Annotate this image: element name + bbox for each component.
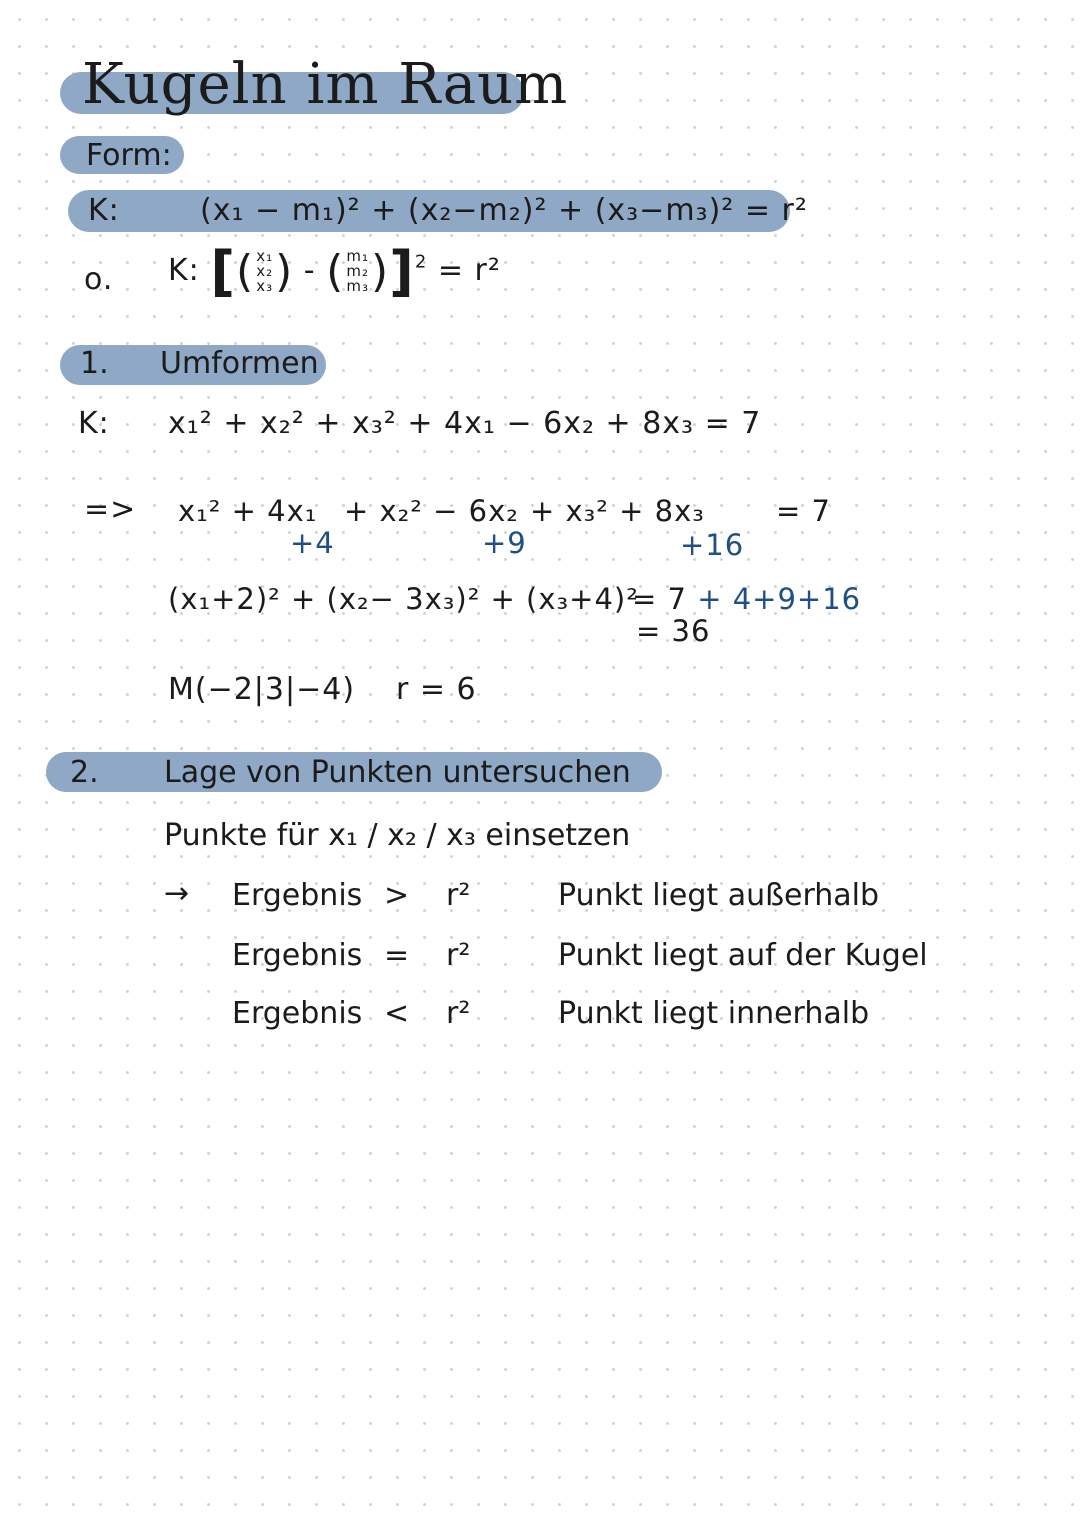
row-3-left: Ergebnis [232, 996, 363, 1031]
vector-m: m₁ m₂ m₃ [346, 247, 369, 295]
step2-rhs-blue: + 4+9+16 [697, 582, 862, 616]
vector-x: x₁ x₂ x₃ [256, 247, 274, 295]
step1-rhs: = 7 [776, 494, 831, 528]
row-3-result: Punkt liegt innerhalb [558, 996, 870, 1031]
vector-form-k: K: [168, 253, 200, 288]
form-equation: (x₁ − m₁)² + (x₂−m₂)² + (x₃−m₃)² = r² [200, 193, 808, 228]
vector-form-label: o. [84, 262, 114, 297]
step1-add3: +16 [680, 528, 745, 562]
row-1-op: > [384, 878, 410, 913]
vector-form [168, 240, 501, 303]
row-1-rhs: r² [446, 878, 471, 913]
section2-instruction: Punkte für x₁ / x₂ / x₃ einsetzen [164, 818, 631, 853]
form-equation-label: K: [88, 193, 120, 228]
bracket-close: ] [389, 240, 415, 303]
row-1-result: Punkt liegt außerhalb [558, 878, 880, 913]
paren-close-m: ) [370, 246, 390, 297]
step2-rhs [632, 582, 861, 616]
row-2-left: Ergebnis [232, 938, 363, 973]
result-arrow: → [164, 876, 190, 911]
step2-result: = 36 [636, 614, 711, 648]
row-2-rhs: r² [446, 938, 471, 973]
step1-part2: + x₂² − 6x₂ [344, 494, 519, 528]
minus-sign: - [303, 253, 316, 288]
k-label: K: [78, 406, 110, 441]
paren-open-m: ( [326, 246, 345, 297]
paren-close-x: ) [275, 246, 294, 297]
step2-rhs-black: = 7 [632, 582, 687, 616]
row-2-result: Punkt liegt auf der Kugel [558, 938, 928, 973]
step1-part3: + x₃² + 8x₃ [530, 494, 705, 528]
section1-number: 1. [80, 346, 109, 381]
row-3-rhs: r² [446, 996, 471, 1031]
row-1-left: Ergebnis [232, 878, 363, 913]
form-heading: Form: [86, 138, 172, 173]
implies-arrow: => [84, 492, 137, 527]
section2-number: 2. [70, 755, 99, 790]
row-3-op: < [384, 996, 410, 1031]
vector-form-rhs: = r² [437, 253, 501, 288]
step1-part1: x₁² + 4x₁ [178, 494, 318, 528]
step1-add2: +9 [482, 526, 527, 560]
step1-add1: +4 [290, 526, 335, 560]
paren-open-x: ( [236, 246, 255, 297]
center-point: M(−2|3|−4) [168, 672, 356, 707]
section1-heading: Umformen [160, 346, 319, 381]
k-equation: x₁² + x₂² + x₃² + 4x₁ − 6x₂ + 8x₃ = 7 [168, 406, 762, 441]
page-title: Kugeln im Raum [82, 52, 569, 117]
row-2-op: = [384, 938, 410, 973]
square-exponent: 2 [414, 251, 428, 273]
step2-lhs: (x₁+2)² + (x₂− 3x₃)² + (x₃+4)² [168, 582, 639, 616]
section2-heading: Lage von Punkten untersuchen [164, 755, 631, 790]
bracket-open: [ [210, 240, 237, 303]
radius: r = 6 [396, 672, 477, 707]
